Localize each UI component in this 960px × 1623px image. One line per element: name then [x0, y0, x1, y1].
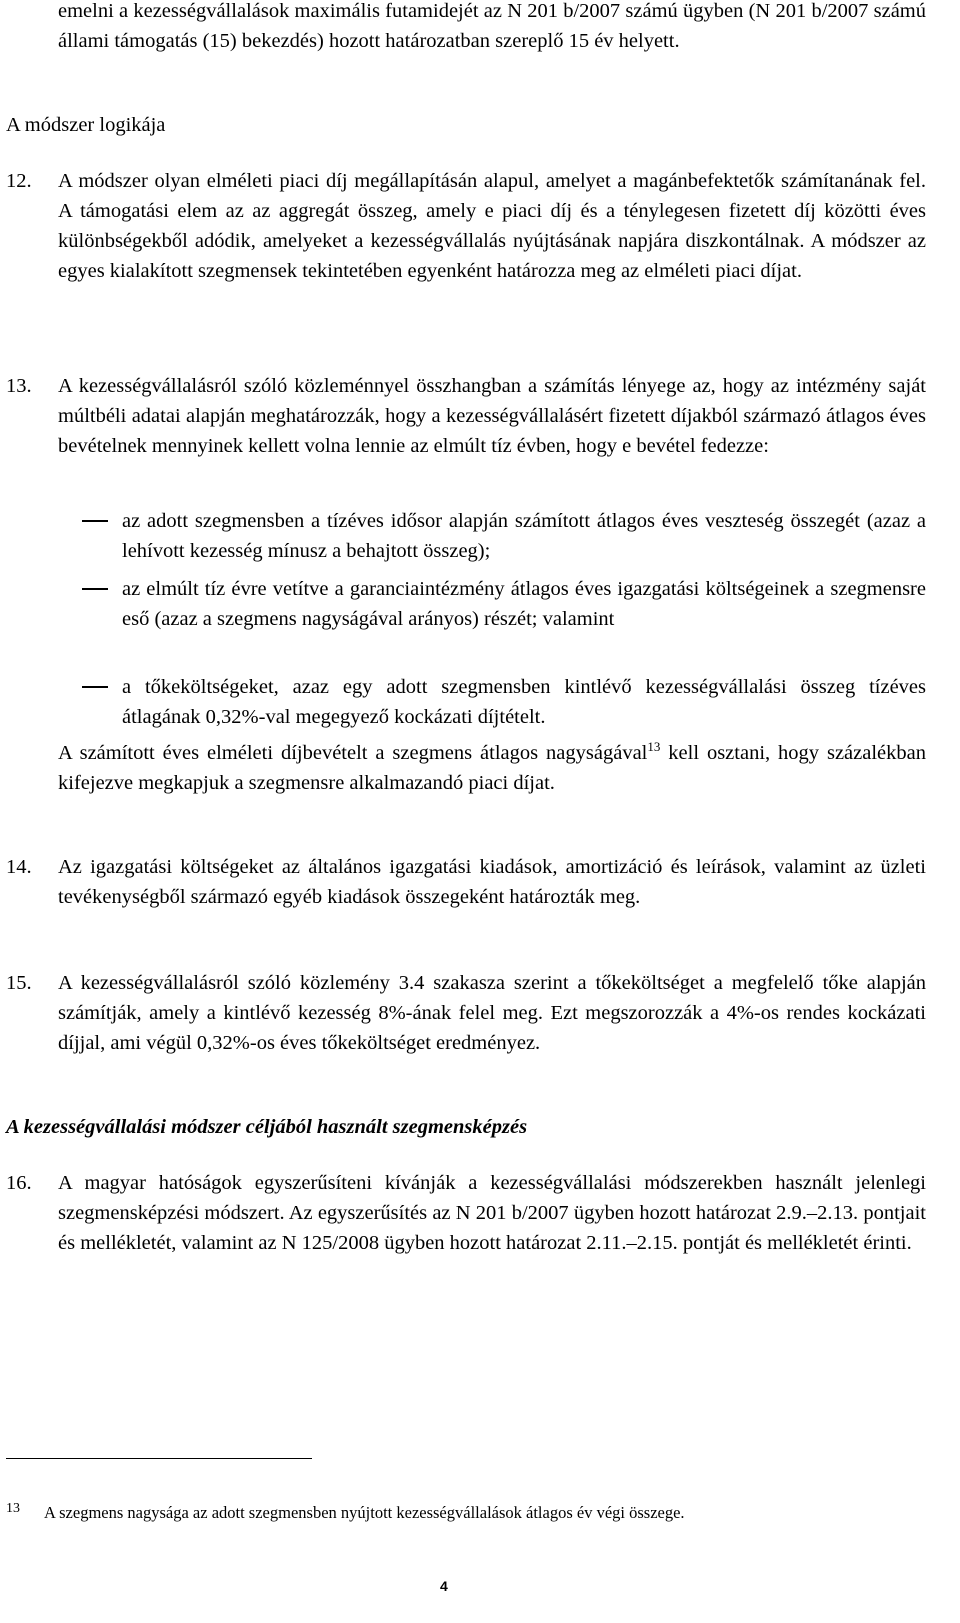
item-number: 12. [6, 170, 32, 192]
text-part: kell osztani, hogy százalékban kifejezve megkapjuk a szegmensre alkalmazandó piaci díjat. [58, 742, 926, 794]
footnote-number: 13 [6, 1501, 20, 1516]
footnote-divider [6, 1458, 312, 1459]
item-text: A kezességvállalásról szóló közlemény 3.4 szakasza szerint a tőkeköltséget a megfelelő tőke alapján számítják, amely a kintlévő kezesség 8%-ának felel meg. Ezt megszorozzák a 4%-os rendes kockázati díjjal, ami végül 0,32%-os éves tőkeköltséget eredményez. [58, 972, 926, 1054]
text-part: A számított éves elméleti díjbevételt a szegmens átlagos nagyságával [58, 742, 648, 764]
dash-bullet [82, 520, 108, 522]
item-text: A kezességvállalásról szóló közleménnyel összhangban a számítás lényege az, hogy az intézmény saját múltbéli adatai alapján meghatározzák, hogy a kezességvállalásért fizetett díjakból származó átlagos éves bevételnek mennyinek kellett volna lennie az elmúlt tíz évben, hogy e bevétel fedezze: [58, 375, 926, 457]
item-number: 15. [6, 972, 32, 994]
item-number: 14. [6, 856, 32, 878]
footnote-ref[interactable]: 13 [647, 739, 661, 755]
item-text: A módszer olyan elméleti piaci díj megállapításán alapul, amelyet a magánbefektetők számítanának fel. A támogatási elem az az aggregát összeg, amely e piaci díj és a ténylegesen fizetett díj közötti éves különbségekből adódik, amelyeket a kezességvállalás nyújtásának napjára diszkontálnak. A módszer az egyes kialakított szegmensek tekintetében egyenként határozza meg az elméleti piaci díjat. [58, 170, 926, 282]
dash-item-text: a tőkeköltségeket, azaz egy adott szegmensben kintlévő kezességvállalási összeg tízéves átlagának 0,32%-val megegyező kockázati díjtételt. [122, 676, 926, 728]
page-number: 4 [440, 1578, 448, 1594]
item-number: 16. [6, 1172, 32, 1194]
dash-bullet [82, 588, 108, 590]
paragraph-13-conclusion [58, 738, 926, 798]
dash-item-text: az elmúlt tíz évre vetítve a garanciaintézmény átlagos éves igazgatási költségeinek a szegmensre eső (azaz a szegmens nagyságával arányos) részét; valamint [122, 578, 926, 630]
heading-segmentation: A kezességvállalási módszer céljából használt szegmensképzés [6, 1116, 528, 1138]
item-text: A magyar hatóságok egyszerűsíteni kívánják a kezességvállalási módszerekben használt jelenlegi szegmensképzési módszert. Az egyszerűsítés az N 201 b/2007 ügyben hozott határozat 2.9.–2.13. pontjait és mellékletét, valamint az N 125/2008 ügyben hozott határozat 2.11.–2.15. pontját és mellékletét érinti. [58, 1172, 926, 1254]
heading-method-logic: A módszer logikája [6, 114, 166, 136]
dash-item-text: az adott szegmensben a tízéves idősor alapján számított átlagos éves veszteség összegét (azaz a lehívott kezesség mínusz a behajtott összeg); [122, 510, 926, 562]
item-number: 13. [6, 375, 32, 397]
dash-bullet [82, 686, 108, 688]
paragraph-intro: emelni a kezességvállalások maximális futamidejét az N 201 b/2007 számú ügyben (N 201 b/2007 számú állami támogatás (15) bekezdés) hozott határozatban szereplő 15 év helyett. [58, 0, 926, 52]
item-text: Az igazgatási költségeket az általános igazgatási kiadások, amortizáció és leírások, valamint az üzleti tevékenységből származó egyéb kiadások összegeként határozták meg. [58, 856, 926, 908]
footnote-text: A szegmens nagysága az adott szegmensben nyújtott kezességvállalások átlagos év végi összege. [44, 1503, 685, 1522]
